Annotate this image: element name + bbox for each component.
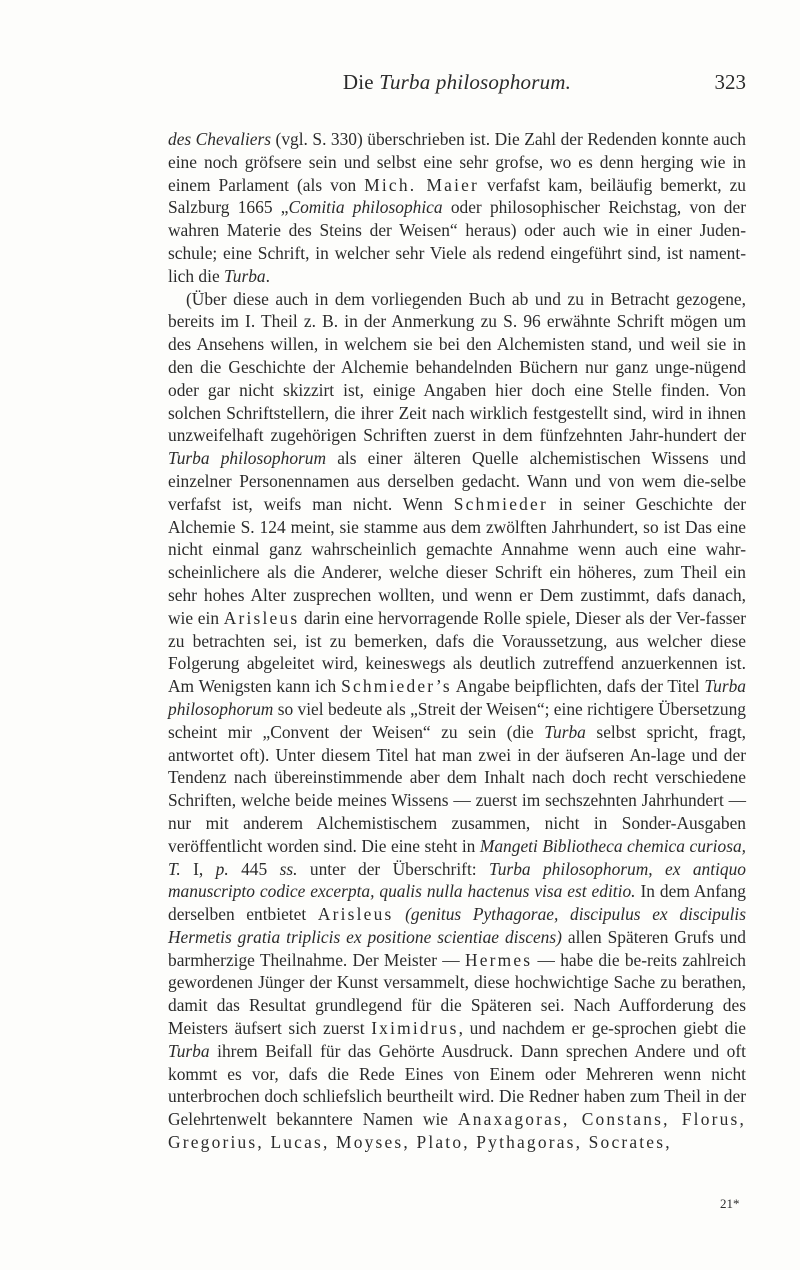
page-header bbox=[168, 64, 746, 104]
italic-text: Comitia philosophica bbox=[288, 197, 443, 218]
text-run: (vgl. S. 330) überschrieben ist. Die Zahl der Redenden konnte auch eine noch gröfsere sein und selbst eine sehr grofse, wo es denn herging wie in einem Parlament (als von bbox=[168, 129, 746, 195]
italic-text: p. bbox=[215, 858, 229, 879]
spaced-name: Schmieder’s bbox=[341, 676, 452, 697]
text-run: In dem Anfang derselben entbietet bbox=[168, 881, 746, 925]
italic-text: des Chevaliers bbox=[168, 129, 272, 149]
spaced-name: Schmieder bbox=[453, 493, 548, 514]
text-run: 445 bbox=[228, 858, 280, 879]
spaced-name: Arisleus bbox=[317, 904, 394, 925]
text-run: so viel bedeute als „Streit der Weisen“; eine richtigere Übersetzung scheint mir „Convent der Weisen“ zu sein (die bbox=[168, 698, 746, 742]
spaced-name: Arisleus bbox=[223, 607, 300, 628]
text-run: Angabe beipflichten, dafs der Titel bbox=[451, 676, 705, 697]
text-run: unter der Überschrift: bbox=[297, 858, 490, 879]
text-run: in seiner Geschichte der Alchemie S. 124 meint, sie stamme aus dem zwölften Jahrhundert, so ist Das eine nicht einmal ganz wahrscheinlich gemachte Annahme wenn auch eine wahr-scheinlichere als die Anderer, welche dieser Schrift ein höheres, zum Theil ein sehr hohes Alter zusprechen wollten, und wenn er Dem zustimmt, dafs danach, wie ein bbox=[168, 493, 746, 628]
italic-text: Turba bbox=[224, 265, 266, 286]
spaced-name: Hermes bbox=[464, 949, 533, 970]
spaced-name: Iximidrus bbox=[371, 1018, 459, 1039]
paragraph bbox=[168, 128, 746, 288]
text-run: I, bbox=[180, 858, 216, 879]
text-run bbox=[393, 904, 405, 924]
text-run: als einer älteren Quelle alchemistischen Wissens und einzelner Personennamen aus derselben gedacht. Wann und von wem die-selbe verfafst ist, weifs man nicht. Wenn bbox=[168, 448, 746, 514]
text-run: allen Späteren Grufs und barmherzige Theilnahme. Der Meister — bbox=[168, 926, 746, 970]
italic-text: Turba bbox=[544, 721, 586, 742]
spaced-name: Mich. Maier bbox=[364, 174, 480, 195]
italic-text: Mangeti Bibliotheca chemica curiosa, T. bbox=[168, 835, 746, 879]
text-run: ihrem Beifall für das Gehörte Ausdruck. Dann sprechen Andere und oft kommt es vor, dafs die Rede Eines von Einem oder Mehreren wenn nicht unterbrochen doch schliefslich beurtheilt wird. Die Redner haben zum Theil in der Gelehrtenwelt bekanntere Namen wie bbox=[168, 1040, 746, 1130]
text-run: , und nachdem er ge-sprochen giebt die bbox=[458, 1018, 746, 1039]
italic-text: Turba bbox=[168, 1040, 210, 1061]
text-run: darin eine hervorragende Rolle spiele, Dieser als der Ver-fasser zu betrachten sei, ist zu bemerken, dafs die Voraussetzung, aus welcher diese Folgerung abgeleitet wird, keineswegs als deutlich zutreffend anzuerkennen ist. Am Wenigsten kann ich bbox=[168, 607, 746, 697]
running-title bbox=[168, 70, 746, 95]
text-run: . bbox=[265, 265, 270, 286]
running-title-italic: Turba philosophorum. bbox=[379, 70, 572, 94]
italic-text: ss. bbox=[279, 858, 298, 879]
text-run: selbst spricht, fragt, antwortet oft). Unter diesem Titel hat man zwei in der äufseren An-lage und der Tendenz nach übereinstimmende aber dem Inhalt nach doch recht verschiedene Schriften, welche beide meines Wissens — zuerst im sechszehnten Jahrhundert — nur mit anderem Alchemistischem zusammen, nicht in Sonder-Ausgaben veröffentlicht worden sind. Die eine steht in bbox=[168, 721, 746, 856]
paragraph bbox=[168, 288, 746, 1154]
text-run: — habe die be-reits zahlreich gewordenen Jünger der Kunst versammelt, diese hochwichtige Sache zu berathen, damit das Resultat grundlegend für die Späteren sei. Nach Aufforderung des Meisters äufsert sich zuerst bbox=[168, 949, 746, 1039]
text-run: (Über diese auch in dem vorliegenden Buch ab und zu in Betracht gezogene, bereits im I. Theil z. B. in der Anmerkung zu S. 96 erwähnte Schrift mögen um des Ansehens willen, in welchem sie bei den Alchemisten stand, und weil sie in den die Geschichte der Alchemie behandelnden Büchern nur ganz unge-nügend oder gar nicht skizzirt ist, einige Angaben hier doch eine Stelle finden. Von solchen Schriftstellern, die ihrer Zeit nach wirklich festgestellt sind, wird in ihnen unzweifelhaft zugehörigen Schriften zuerst in dem fünfzehnten Jahr-hundert der bbox=[168, 288, 746, 446]
spaced-name: Anaxagoras, Constans, Florus, Gregorius, Lucas, Moyses, Plato, Pythagoras, Socrates, bbox=[168, 1109, 746, 1153]
italic-text: Turba philosophorum bbox=[168, 676, 746, 719]
italic-text: (genitus Pythagorae, discipulus ex discipulis Hermetis gratia triplicis ex positione scientiae discens) bbox=[168, 904, 746, 947]
text-run: oder philosophischer Reichstag, von der wahren Materie des Steins der Weisen“ heraus) oder auch wie in einer Juden-schule; eine Schrift, in welcher sehr Viele als redend eingeführt sind, ist nament-lich die bbox=[168, 197, 746, 286]
running-title-prefix: Die bbox=[342, 70, 380, 94]
italic-text: Turba philosophorum bbox=[168, 448, 327, 469]
body-text bbox=[168, 128, 746, 1154]
text-run: verfafst kam, beiläufig bemerkt, zu Salzburg 1665 „ bbox=[168, 174, 746, 218]
signature-mark: 21* bbox=[720, 1196, 740, 1211]
italic-text: Turba philosophorum, ex antiquo manuscripto codice excerpta, qualis nulla hactenus visa est editio. bbox=[168, 858, 747, 902]
page-number: 323 bbox=[714, 70, 746, 94]
